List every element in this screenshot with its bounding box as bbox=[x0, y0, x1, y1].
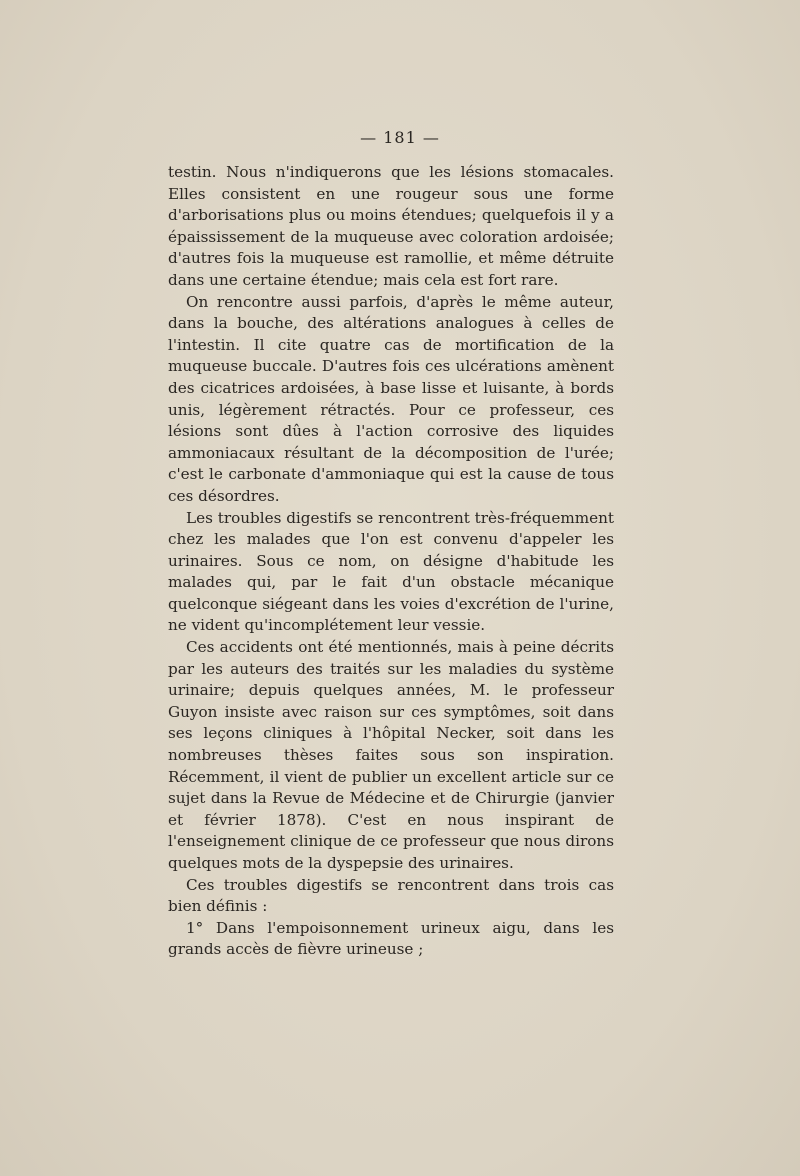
paragraph-2: On rencontre aussi parfois, d'après le même auteur, dans la bouche, des altérations analogues à celles de l'intestin. Il cite quatre cas de mortification de la muqueuse buccale. D'autres fois ces ulcérations amènent des cicatrices ardoisées, à base lisse et luisante, à bords unis, légèrement rétractés. Pour ce professeur, ces lésions sont dûes à l'action corrosive des liquides ammoniacaux résultant de la décomposition de l'urée; c'est le carbonate d'ammoniaque qui est la cause de tous ces désordres. bbox=[168, 292, 614, 505]
page-number: — 181 — bbox=[360, 128, 440, 147]
paragraph-3: Les troubles digestifs se rencontrent très-fréquemment chez les malades que l'on est convenu d'appeler les urinaires. Sous ce nom, on désigne d'habitude les malades qui, par le fait d'un obstacle mécanique quelconque siégeant dans les voies d'excrétion de l'urine, ne vident qu'incomplétement leur vessie. bbox=[168, 508, 614, 635]
paragraph-4: Ces accidents ont été mentionnés, mais à peine décrits par les auteurs des traités sur les maladies du système urinaire; depuis quelques années, M. le professeur Guyon insiste avec raison sur ces symptômes, soit dans ses leçons cliniques à l'hôpital Necker, soit dans les nombreuses thèses faites sous son inspiration. Récemment, il vient de publier un excellent article sur ce sujet dans la Revue de Médecine et de Chirurgie (janvier et février 1878). C'est en nous inspirant de l'enseignement clinique de ce professeur que nous dirons quelques mots de la dyspepsie des urinaires. bbox=[168, 638, 614, 872]
page-body bbox=[168, 162, 614, 961]
paragraph-6: 1° Dans l'empoisonnement urineux aigu, dans les grands accès de fièvre urineuse ; bbox=[168, 918, 614, 959]
paragraph-1: testin. Nous n'indiquerons que les lésions stomacales. Elles consistent en une rougeur sous une forme d'arborisations plus ou moins étendues; quelquefois il y a épaississement de la muqueuse avec coloration ardoisée; d'autres fois la muqueuse est ramollie, et même détruite dans une certaine étendue; mais cela est fort rare. bbox=[168, 163, 614, 289]
paragraph-5: Ces troubles digestifs se rencontrent dans trois cas bien définis : bbox=[168, 875, 614, 916]
